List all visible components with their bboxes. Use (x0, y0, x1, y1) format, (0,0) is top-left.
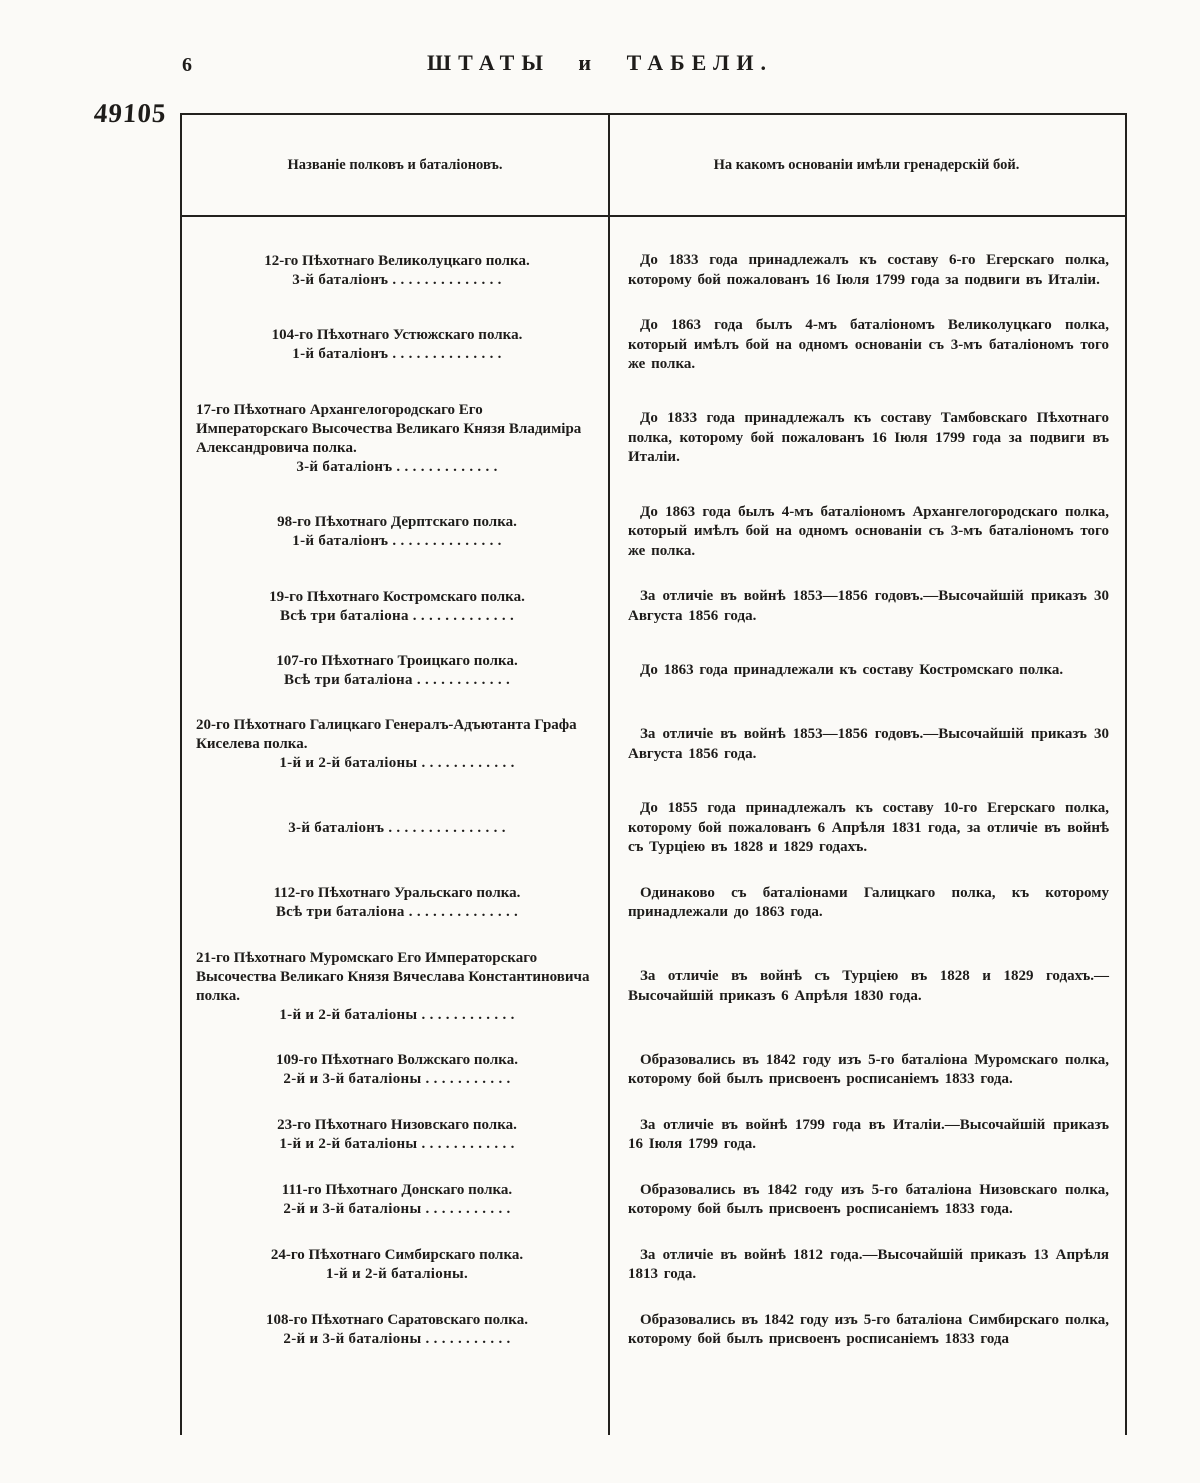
regiment-name: 23-го Пѣхотнаго Низовскаго полка. (277, 1117, 517, 1133)
regiment-name: 24-го Пѣхотнаго Симбирскаго полка. (270, 1247, 524, 1263)
regiment-name: 17-го Пѣхотнаго Архангелогородскаго Его Императорскаго Высочества Великаго Князя Владиміра Александровича полка. (196, 401, 582, 456)
table-row (182, 401, 1125, 477)
battalion-line: Всѣ три баталіона . . . . . . . . . . . . . (279, 607, 515, 624)
table-row (182, 716, 1125, 773)
basis-text: Образовались въ 1842 году изъ 5-го баталіона Симбирскаго полка, которому бой былъ присвоенъ росписаніемъ 1833 года (628, 1311, 1109, 1347)
regiment-name: 109-го Пѣхотнаго Волжскаго полка. (276, 1052, 518, 1068)
basis-text: За отличіе въ войнѣ 1853—1856 годовъ.—Высочайшій приказъ 30 Августа 1856 года. (628, 588, 1109, 624)
battalion-line: 1-й и 2-й баталіоны . . . . . . . . . . . . (279, 755, 515, 771)
battalion-line: 3-й баталіонъ . . . . . . . . . . . . . (296, 458, 498, 475)
table-row (182, 503, 1125, 562)
basis-text: За отличіе въ войнѣ 1799 года въ Италіи.—Высочайшій приказъ 16 Іюля 1799 года. (628, 1116, 1109, 1152)
regiment-name: 21-го Пѣхотнаго Муромскаго Его Императорскаго Высочества Великаго Князя Вячеслава Константиновича полка. (196, 949, 590, 1004)
table-row (182, 1181, 1125, 1220)
header-basis-column: На какомъ основаніи имѣли гренадерскій бой. (713, 156, 1020, 173)
table-row (182, 1051, 1125, 1090)
regiment-name: 108-го Пѣхотнаго Саратовскаго полка. (266, 1312, 528, 1328)
battalion-line: 1-й баталіонъ . . . . . . . . . . . . . . (292, 346, 502, 363)
battalion-line: Всѣ три баталіона . . . . . . . . . . . . . . (275, 904, 519, 920)
regiment-name: 104-го Пѣхотнаго Устюжскаго полка. (271, 327, 523, 344)
battalion-line: 2-й и 3-й баталіоны . . . . . . . . . . . (283, 1071, 511, 1087)
table-header-row (182, 115, 1125, 217)
regiments-table (180, 113, 1127, 1435)
table-row (182, 652, 1125, 690)
battalion-line: 1-й баталіонъ . . . . . . . . . . . . . . (292, 532, 502, 549)
table-row (182, 587, 1125, 626)
document-number: 49105 (92, 98, 168, 128)
table-row (182, 799, 1125, 858)
basis-text: За отличіе въ войнѣ съ Турціею въ 1828 и 1829 годахъ.—Высочайшій приказъ 6 Апрѣля 1830 года. (628, 968, 1109, 1004)
page-number: 6 (182, 54, 192, 76)
regiment-name: 12-го Пѣхотнаго Великолуцкаго полка. (264, 252, 530, 269)
table-row (182, 251, 1125, 290)
basis-text: За отличіе въ войнѣ 1812 года.—Высочайшій приказъ 13 Апрѣля 1813 года. (628, 1246, 1109, 1282)
page-title: ШТАТЫ и ТАБЕЛИ. (426, 50, 774, 75)
battalion-line: 2-й и 3-й баталіоны . . . . . . . . . . . (283, 1201, 511, 1217)
basis-text: Одинаково съ баталіонами Галицкаго полка, къ которому принадлежали до 1863 года. (628, 884, 1109, 920)
table-row (182, 949, 1125, 1025)
table-row (182, 884, 1125, 923)
basis-text: За отличіе въ войнѣ 1853—1856 годовъ.—Высочайшій приказъ 30 Августа 1856 года. (628, 726, 1109, 762)
table-row (182, 1311, 1125, 1350)
battalion-line: Всѣ три баталіона . . . . . . . . . . . . (283, 672, 511, 688)
regiment-name: 107-го Пѣхотнаго Троицкаго полка. (276, 653, 518, 669)
battalion-line: 1-й и 2-й баталіоны . . . . . . . . . . . . (279, 1006, 515, 1023)
regiment-name: 112-го Пѣхотнаго Уральскаго полка. (273, 885, 521, 901)
basis-text: Образовались въ 1842 году изъ 5-го баталіона Низовскаго полка, которому бой былъ присвоенъ росписаніемъ 1833 года. (628, 1181, 1109, 1217)
basis-text: До 1833 года принадлежалъ къ составу Тамбовскаго Пѣхотнаго полка, которому бой пожалованъ 16 Іюля 1799 года за подвиги въ Италіи. (628, 410, 1109, 466)
regiment-name: 19-го Пѣхотнаго Костромскаго полка. (269, 588, 525, 605)
battalion-line: 3-й баталіонъ . . . . . . . . . . . . . . . (288, 819, 506, 836)
basis-text: До 1863 года былъ 4-мъ баталіономъ Великолуцкаго полка, который имѣлъ бой на одномъ основаніи съ 3-мъ баталіономъ того же полка. (628, 317, 1109, 372)
basis-text: До 1863 года былъ 4-мъ баталіономъ Архангелогородскаго полка, который имѣлъ бой на одномъ основаніи съ 3-мъ баталіономъ того же полка. (628, 503, 1109, 559)
battalion-line: 1-й и 2-й баталіоны . . . . . . . . . . . . (279, 1136, 515, 1152)
regiment-name: 20-го Пѣхотнаго Галицкаго Генералъ-Адъютанта Графа Киселева полка. (196, 717, 577, 752)
battalion-line: 1-й и 2-й баталіоны. (325, 1266, 469, 1282)
battalion-line: 3-й баталіонъ . . . . . . . . . . . . . . (292, 271, 502, 288)
table-body (182, 217, 1125, 1350)
basis-text: Образовались въ 1842 году изъ 5-го баталіона Муромскаго полка, которому бой былъ присвоенъ росписаніемъ 1833 года. (628, 1051, 1109, 1087)
table-row (182, 1116, 1125, 1155)
header-regiments-column: Названіе полковъ и баталіоновъ. (287, 156, 503, 173)
basis-text: До 1833 года принадлежалъ къ составу 6-го Егерскаго полка, которому бой пожалованъ 16 Іюля 1799 года за подвиги въ Италіи. (628, 252, 1109, 288)
basis-text: До 1855 года принадлежалъ къ составу 10-го Егерскаго полка, которому бой пожалованъ 6 Апрѣля 1831 года, за отличіе въ войнѣ съ Турціею въ 1828 и 1829 годахъ. (628, 800, 1109, 855)
regiment-name: 98-го Пѣхотнаго Дерптскаго полка. (277, 513, 517, 530)
battalion-line: 2-й и 3-й баталіоны . . . . . . . . . . . (283, 1331, 511, 1347)
column-divider (608, 115, 610, 1435)
table-row (182, 316, 1125, 375)
basis-text: До 1863 года принадлежали къ составу Костромскаго полка. (640, 662, 1064, 679)
regiment-name: 111-го Пѣхотнаго Донскаго полка. (281, 1182, 513, 1198)
table-row (182, 1246, 1125, 1285)
